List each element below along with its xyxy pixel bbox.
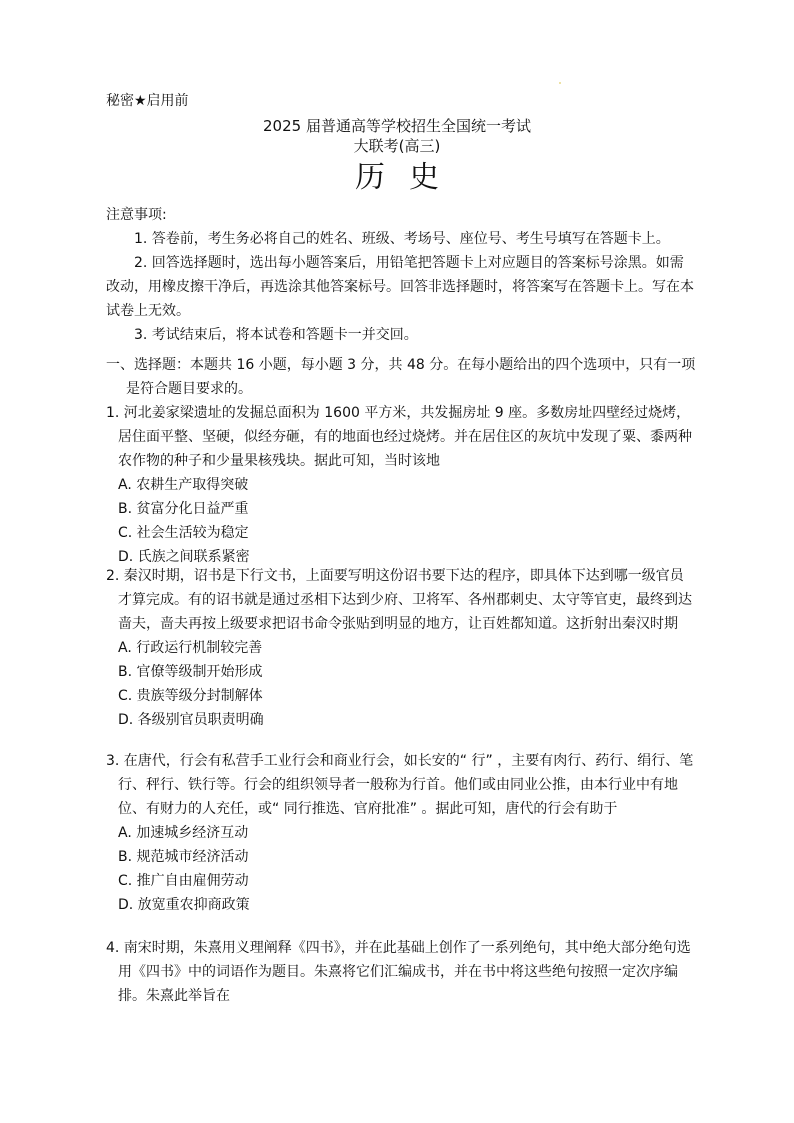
confidential-label: 秘密★启用前 bbox=[106, 93, 189, 109]
option-a: A. 加速城乡经济互动 bbox=[118, 825, 249, 841]
notice-title: 注意事项: bbox=[106, 207, 167, 223]
question-4 bbox=[106, 936, 696, 1008]
option-c: C. 社会生活较为稳定 bbox=[118, 525, 249, 541]
option-b: B. 规范城市经济活动 bbox=[118, 849, 249, 865]
notice-item: 2. 回答选择题时，选出每小题答案后，用铅笔把答题卡上对应题目的答案标号涂黑。如需改动，用橡皮擦干净后，再选涂其他答案标号。回答非选择题时，将答案写在答题卡上。写在本试卷上无效。 bbox=[106, 255, 694, 319]
option-c: C. 推广自由雇佣劳动 bbox=[118, 873, 249, 889]
option-b: B. 官僚等级制开始形成 bbox=[118, 664, 263, 680]
question-stem: 4. 南宋时期，朱熹用义理阐释《四书》，并在此基础上创作了一系列绝句，其中绝大部分绝句选用《四书》中的词语作为题目。朱熹将它们汇编成书，并在书中将这些绝句按照一定次序编排。朱熹此举旨在 bbox=[106, 940, 691, 1004]
notice-list bbox=[106, 227, 696, 347]
option-d: D. 各级别官员职责明确 bbox=[118, 712, 264, 728]
section-heading bbox=[106, 353, 696, 401]
exam-title: 2025 届普通高等学校招生全国统一考试 bbox=[263, 117, 531, 135]
subject-title: 历史 bbox=[355, 160, 463, 195]
exam-subtitle: 大联考(高三) bbox=[353, 137, 441, 155]
question-2 bbox=[106, 564, 696, 732]
option-d: D. 放宽重农抑商政策 bbox=[118, 897, 250, 913]
option-b: B. 贫富分化日益严重 bbox=[118, 501, 249, 517]
question-stem: 1. 河北姜家梁遗址的发掘总面积为 1600 平方米，共发掘房址 9 座。多数房址四壁经过烧烤，居住面平整、坚硬，似经夯砸，有的地面也经过烧烤。并在居住区的灰坑中发现了粟、黍两种农作物的种子和少量果核残块。据此可知，当时该地 bbox=[106, 405, 692, 469]
option-a: A. 农耕生产取得突破 bbox=[118, 477, 249, 493]
notice-item: 1. 答卷前，考生务必将自己的姓名、班级、考场号、座位号、考生号填写在答题卡上。 bbox=[134, 231, 670, 247]
option-a: A. 行政运行机制较完善 bbox=[118, 640, 263, 656]
section-heading-text: 一、选择题：本题共 16 小题，每小题 3 分，共 48 分。在每小题给出的四个选项中，只有一项是符合题目要求的。 bbox=[106, 357, 696, 397]
notice-item: 3. 考试结束后，将本试卷和答题卡一并交回。 bbox=[134, 327, 418, 343]
option-c: C. 贵族等级分封制解体 bbox=[118, 688, 263, 704]
question-stem: 3. 在唐代，行会有私营手工业行会和商业行会，如长安的“ 行” ，主要有肉行、药行、绢行、笔行、秤行、铁行等。行会的组织领导者一般称为行首。他们或由同业公推，由本行业中有地位、有财力的人充任，或“ 同行推选、官府批准” 。据此可知，唐代的行会有助于 bbox=[106, 753, 694, 817]
question-3 bbox=[106, 749, 696, 917]
option-d: D. 氏族之间联系紧密 bbox=[118, 549, 250, 565]
question-1 bbox=[106, 401, 696, 569]
question-stem: 2. 秦汉时期，诏书是下行文书，上面要写明这份诏书要下达的程序，即具体下达到哪一级官员才算完成。有的诏书就是通过丞相下达到少府、卫将军、各州郡刺史、太守等官吏，最终到达啬夫，啬夫再按上级要求把诏书命令张贴到明显的地方，让百姓都知道。这折射出秦汉时期 bbox=[106, 568, 692, 632]
speck-mark bbox=[559, 82, 561, 84]
